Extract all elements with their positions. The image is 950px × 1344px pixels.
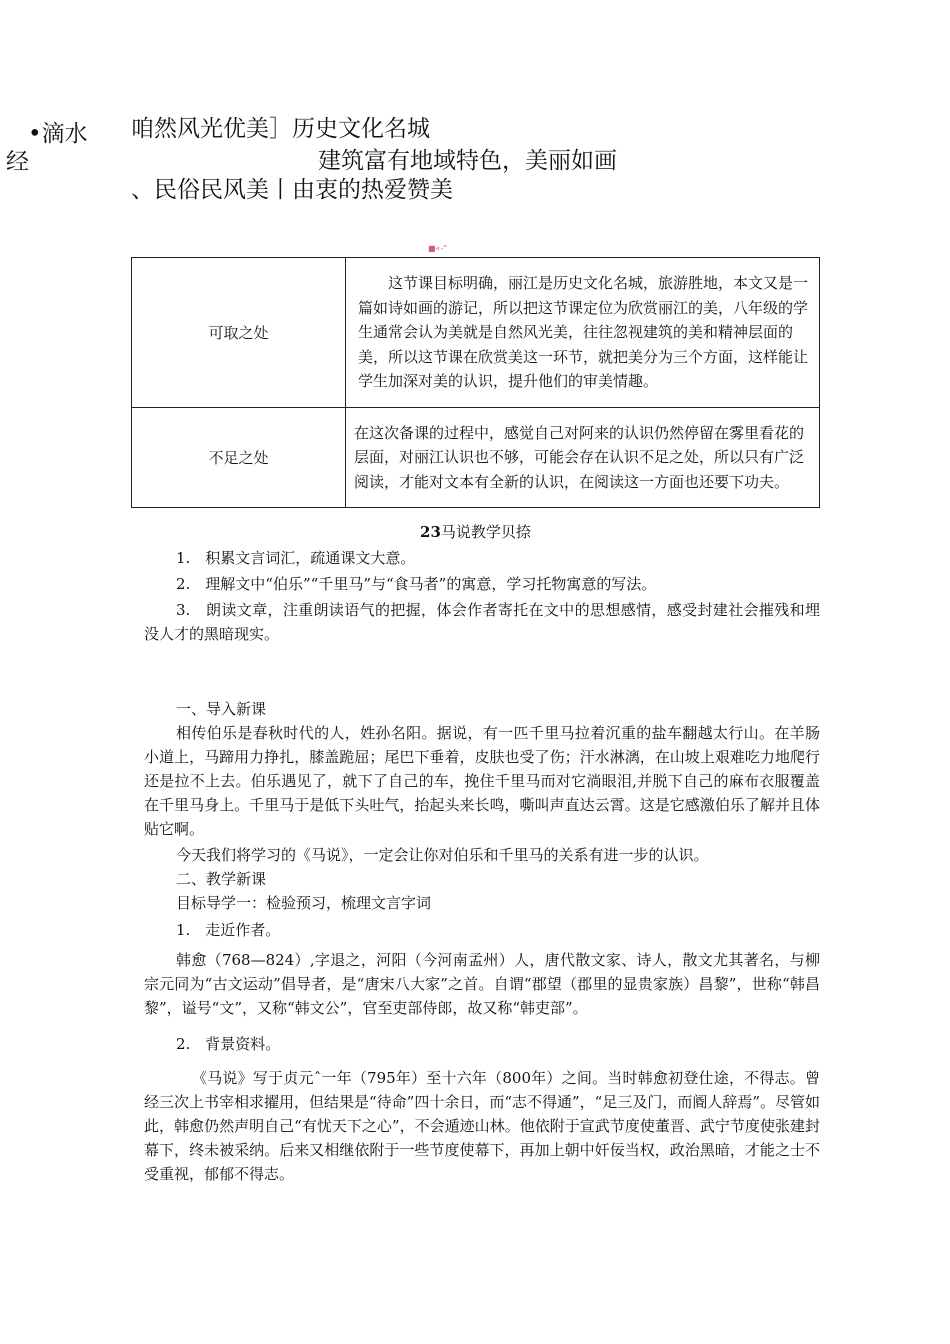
row-label: 可取之处 (132, 258, 346, 408)
goal-item: 3. 朗读文章，注重朗读语气的把握，体会作者寄托在文中的思想感情，感受封建社会摧残和埋没人才的黑暗现实。 (144, 601, 820, 643)
row-text: 这节课目标明确，丽江是历史文化名城，旅游胜地，本文又是一篇如诗如画的游记，所以把这节课定位为欣赏丽江的美，八年级的学生通常会认为美就是自然风光美，往往忽视建筑的美和精神层面的美，所以这节课在欣赏美这一环节，就把美分为三个方面，这样能让学生加深对美的认识，提升他们的审美情趣。 (346, 258, 820, 408)
evaluation-table (131, 257, 820, 508)
header-line-1: 咱然风光优美］历史文化名城 (131, 116, 430, 142)
table-row (132, 258, 820, 408)
goal-item: 1. 积累文言词汇，疏通课文大意。 (176, 549, 416, 567)
header-bullet: •滴水 (28, 121, 88, 147)
header-line-2: 建筑富有地域特色，美丽如画 (318, 148, 617, 174)
goal-item: 2. 理解文中“伯乐”“千里马”与“食马者”的寓意，学习托物寓意的写法。 (176, 575, 657, 593)
header-line-3: 、民俗民风美丨由衷的热爱赞美 (131, 177, 453, 203)
small-mark: ■«-” (428, 244, 448, 253)
list-item: 1. 走近作者。 (176, 921, 281, 939)
list-item: 2. 背景资料。 (176, 1035, 281, 1053)
row-label: 不足之处 (132, 408, 346, 508)
goals-list (144, 546, 820, 646)
target-heading: 目标导学一：检验预习，梳理文言字词 (176, 894, 432, 912)
lesson-title-text: 马说教学贝捺 (440, 523, 531, 541)
section-heading: 一、导入新课 (176, 700, 267, 718)
section-heading: 二、教学新课 (176, 870, 267, 888)
table-row (132, 408, 820, 508)
author-paragraph: 韩愈（768—824）,字退之，河阳（今河南孟州）人，唐代散文家、诗人，散文尤其著名，与柳宗元同为“古文运动”倡导者，是“唐宋八大家”之首。自谓“郡望（郡里的显贵家族）昌黎”，世称“韩昌黎”，谥号“文”，又称“韩文公”，官至吏部侍郎，故又称“韩吏部”。 (144, 951, 820, 1017)
section-intro (144, 697, 820, 1186)
lesson-number: 23 (420, 523, 441, 541)
header-bullet-cont: 经 (6, 149, 29, 175)
today-paragraph: 今天我们将学习的《马说》，一定会让你对伯乐和千里马的关系有进一步的认识。 (176, 846, 709, 864)
lesson-title (131, 520, 820, 544)
row-text: 在这次备课的过程中，感觉自己对阿来的认识仍然停留在雾里看花的层面，对丽江认识也不够，可能会存在认识不足之处，所以只有广泛阅读，才能对文本有全新的认识，在阅读这一方面也还要下功夫。 (346, 408, 820, 508)
intro-paragraph: 相传伯乐是春秋时代的人，姓孙名阳。据说，有一匹千里马拉着沉重的盐车翻越太行山。在羊肠小道上，马蹄用力挣扎，膝盖跪屈；尾巴下垂着，皮肤也受了伤；汗水淋漓，在山坡上艰难吃力地爬行还是拉不上去。伯乐遇见了，就下了自己的车，挽住千里马而对它淌眼泪,并脱下自己的麻布衣服覆盖在千里马身上。千里马于是低下头吐气，抬起头来长鸣，嘶叫声直达云霄。这是它感激伯乐了解并且体贴它啊。 (144, 724, 820, 838)
background-paragraph: 《马说》写于贞元ˆ一年（795年）至十六年（800年）之间。当时韩愈初登仕途，不得志。曾经三次上书宰相求擢用，但结果是“待命”四十余日，而“志不得通”，“足三及门，而阍人辞焉”。尽管如此，韩愈仍然声明自己“有忧天下之心”，不会遁迹山林。他依附于宣武节度使董晋、武宁节度使张建封幕下，终未被采纳。后来又相继依附于一些节度使幕下，再加上朝中奸佞当权，政治黑暗，才能之士不受重视，郁郁不得志。 (144, 1069, 821, 1183)
